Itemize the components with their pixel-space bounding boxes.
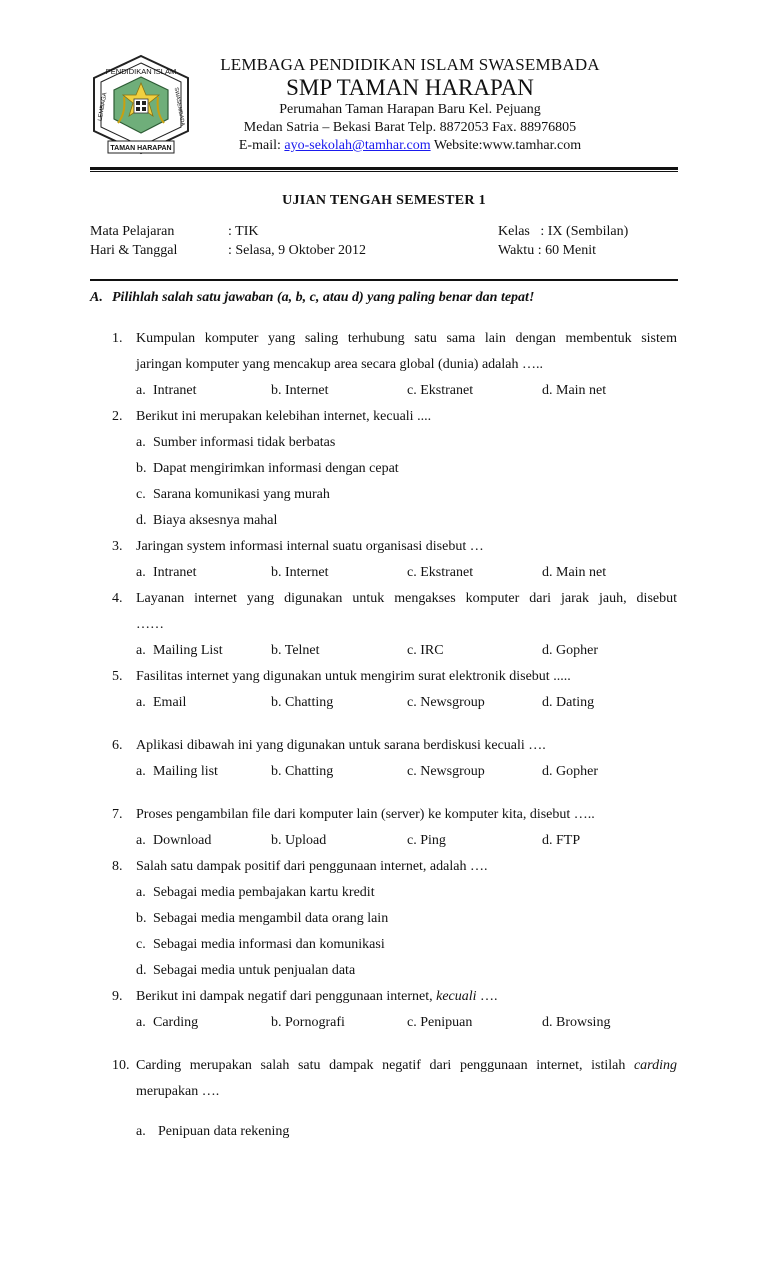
question-10-italic: carding (633, 1058, 678, 1073)
question-4-text-cont: …… (136, 617, 164, 632)
subject-value: : TIK (228, 224, 259, 239)
institution-name: LEMBAGA PENDIDIKAN ISLAM SWASEMBADA (220, 55, 600, 74)
q4-option-b[interactable]: b. Telnet (271, 643, 320, 658)
logo-banner: TAMAN HARAPAN (110, 145, 172, 152)
q5-option-d[interactable]: d. Dating (542, 695, 595, 710)
q9-option-a[interactable]: a. Carding (136, 1015, 199, 1030)
q1-option-a[interactable]: a. Intranet (136, 383, 197, 398)
question-5-text: Fasilitas internet yang digunakan untuk mengirim surat elektronik disebut ..... (136, 669, 571, 684)
question-10-number: 10. (112, 1058, 130, 1073)
section-letter: A. (90, 290, 103, 305)
q3-option-a[interactable]: a. Intranet (136, 565, 197, 580)
q5-option-a[interactable]: a. Email (136, 695, 187, 710)
header-divider-thin (90, 171, 678, 172)
question-9-number: 9. (112, 989, 123, 1004)
question-4-number: 4. (112, 591, 123, 606)
question-8-number: 8. (112, 859, 123, 874)
address-line-1: Perumahan Taman Harapan Baru Kel. Pejuang (279, 102, 541, 117)
q1-option-c[interactable]: c. Ekstranet (407, 383, 474, 398)
subject-label: Mata Pelajaran (90, 224, 175, 239)
question-10-text-cont: merupakan …. (136, 1084, 220, 1099)
q3-option-b[interactable]: b. Internet (271, 565, 329, 580)
time-info: Waktu : 60 Menit (498, 243, 597, 258)
q2-option-a[interactable]: a. Sumber informasi tidak berbatas (136, 435, 336, 450)
question-2-text: Berikut ini merupakan kelebihan internet, kecuali .... (136, 409, 432, 424)
class-info: Kelas : IX (Sembilan) (498, 224, 629, 239)
logo-ring-left: LEMBAGA (97, 92, 109, 122)
header-divider-thick (90, 167, 678, 170)
section-instruction-text: Pilihlah salah satu jawaban (a, b, c, atau d) yang paling benar dan tepat! (112, 290, 535, 305)
q1-option-d[interactable]: d. Main net (542, 383, 607, 398)
q9-option-c[interactable]: c. Penipuan (407, 1015, 473, 1030)
q6-option-d[interactable]: d. Gopher (542, 764, 598, 779)
q8-option-a[interactable]: a. Sebagai media pembajakan kartu kredit (136, 885, 375, 900)
q4-option-c[interactable]: c. IRC (407, 643, 444, 658)
q7-option-b[interactable]: b. Upload (271, 833, 327, 848)
q7-option-a[interactable]: a. Download (136, 833, 212, 848)
date-label: Hari & Tanggal (90, 243, 178, 258)
q2-option-b[interactable]: b. Dapat mengirimkan informasi dengan cepat (136, 461, 399, 476)
email-label: E-mail: (238, 138, 281, 153)
exam-title: UJIAN TENGAH SEMESTER 1 (282, 193, 486, 208)
logo-ring-right: SWASEMBADA (172, 86, 186, 127)
q3-option-c[interactable]: c. Ekstranet (407, 565, 474, 580)
q7-option-c[interactable]: c. Ping (407, 833, 446, 848)
question-1-text-cont: jaringan komputer yang mencakup area secara global (dunia) adalah ….. (136, 357, 543, 372)
q9-option-b[interactable]: b. Pornografi (271, 1015, 345, 1030)
q9-option-d[interactable]: d. Browsing (542, 1015, 611, 1030)
contact-line (190, 138, 630, 154)
q6-option-a[interactable]: a. Mailing list (136, 764, 218, 779)
question-7-number: 7. (112, 807, 123, 822)
question-2-number: 2. (112, 409, 123, 424)
q8-option-d[interactable]: d. Sebagai media untuk penjualan data (136, 963, 356, 978)
q5-option-c[interactable]: c. Newsgroup (407, 695, 485, 710)
q2-option-c[interactable]: c. Sarana komunikasi yang murah (136, 487, 330, 502)
q4-option-a[interactable]: a. Mailing List (136, 643, 223, 658)
email-link[interactable]: ayo-sekolah@tamhar.com (284, 138, 431, 153)
question-3-number: 3. (112, 539, 123, 554)
school-logo (90, 53, 192, 163)
q10-option-a[interactable]: a. Penipuan data rekening (136, 1124, 290, 1139)
q8-option-b[interactable]: b. Sebagai media mengambil data orang lain (136, 911, 389, 926)
address-line-2: Medan Satria – Bekasi Barat Telp. 8872053 Fax. 88976805 (243, 120, 577, 135)
q8-option-c[interactable]: c. Sebagai media informasi dan komunikasi (136, 937, 385, 952)
school-name: SMP TAMAN HARAPAN (286, 75, 534, 100)
info-divider (90, 279, 678, 281)
section-instruction (90, 290, 534, 306)
q2-option-d[interactable]: d. Biaya aksesnya mahal (136, 513, 278, 528)
question-10-text: Carding merupakan salah satu dampak negatif dari penggunaan internet, istilah carding (136, 1058, 678, 1073)
question-1-text: Kumpulan komputer yang saling terhubung satu sama lain dengan membentuk sistem (136, 331, 677, 346)
question-6-number: 6. (112, 738, 123, 753)
logo-ring-top: PENDIDIKAN ISLAM (105, 67, 177, 76)
q6-option-b[interactable]: b. Chatting (271, 764, 334, 779)
question-5-number: 5. (112, 669, 123, 684)
question-8-text: Salah satu dampak positif dari penggunaan internet, adalah …. (136, 859, 488, 874)
question-6-text: Aplikasi dibawah ini yang digunakan untuk sarana berdiskusi kecuali …. (136, 738, 546, 753)
q3-option-d[interactable]: d. Main net (542, 565, 607, 580)
q4-option-d[interactable]: d. Gopher (542, 643, 598, 658)
q6-option-c[interactable]: c. Newsgroup (407, 764, 485, 779)
question-9-text: Berikut ini dampak negatif dari penggunaan internet, kecuali …. (136, 989, 498, 1004)
q7-option-d[interactable]: d. FTP (542, 833, 581, 848)
question-3-text: Jaringan system informasi internal suatu organisasi disebut … (136, 539, 484, 554)
date-value: : Selasa, 9 Oktober 2012 (228, 243, 367, 258)
question-1-number: 1. (112, 331, 123, 346)
question-9-italic: kecuali (436, 989, 477, 1004)
question-7-text: Proses pengambilan file dari komputer lain (server) ke komputer kita, disebut ….. (136, 807, 595, 822)
website-text: Website:www.tamhar.com (433, 138, 582, 153)
q1-option-b[interactable]: b. Internet (271, 383, 329, 398)
question-4-text: Layanan internet yang digunakan untuk mengakses komputer dari jarak jauh, disebut (136, 591, 677, 606)
q5-option-b[interactable]: b. Chatting (271, 695, 334, 710)
